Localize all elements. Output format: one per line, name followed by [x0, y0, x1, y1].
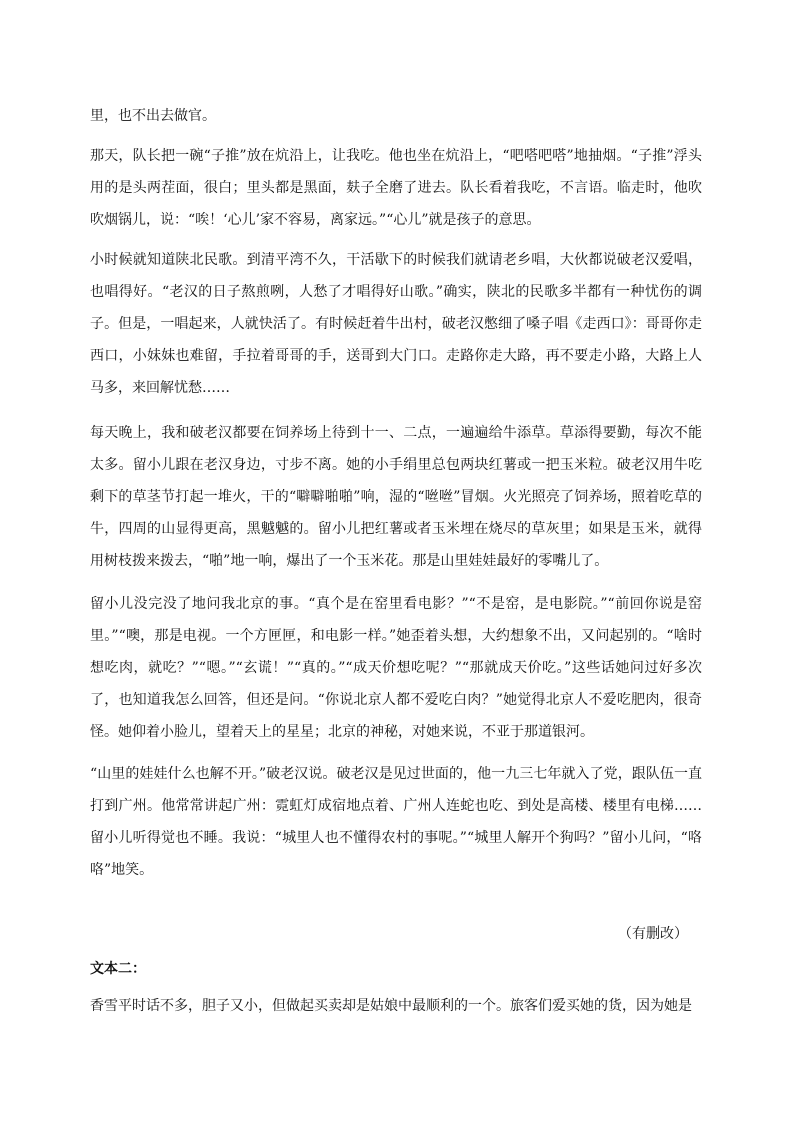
section-heading-text2: 文本二：: [90, 961, 146, 977]
paragraph-4: 每天晚上，我和破老汉都要在饲养场上待到十一、二点，一遍遍给牛添草。草添得要勤，每次不能太多。留小儿跟在老汉身边，寸步不离。她的小手绢里总包两块红薯或一把玉米粒。破老汉用牛吃剩下的草茎节打起一堆火，干的“噼噼啪啪”响，湿的“咝咝”冒烟。火光照亮了饲养场，照着吃草的牛，四周的山显得更高，黑魆魆的。留小儿把红薯或者玉米埋在烧尽的草灰里；如果是玉米，就得用树枝拨来拨去，“啪”地一响，爆出了一个玉米花。那是山里娃娃最好的零嘴儿了。: [90, 425, 702, 569]
paragraph-3: 小时候就知道陕北民歌。到清平湾不久，干活歇下的时候我们就请老乡唱，大伙都说破老汉爱唱，也唱得好。“老汉的日子熬煎咧，人愁了才唱得好山歌。”确实，陕北的民歌多半都有一种忧伤的调子。但是，一唱起来，人就快活了。有时候赶着牛出村，破老汉憋细了嗓子唱《走西口》：哥哥你走西口，小妹妹也难留，手拉着哥哥的手，送哥到大门口。走路你走大路，再不要走小路，大路上人马多，来回解忧愁……: [90, 252, 702, 396]
section2-paragraph: 香雪平时话不多，胆子又小，但做起买卖却是姑娘中最顺利的一个。旅客们爱买她的货，因为她是: [90, 998, 692, 1014]
revision-note: （有删改）: [618, 926, 688, 942]
paragraph-5: 留小儿没完没了地问我北京的事。“真个是在窑里看电影？”“不是窑，是电影院。”“前回你说是窑里。”“噢，那是电视。一个方匣匣，和电影一样。”她歪着头想，大约想象不出，又问起别的。“啥时想吃肉，就吃？”“嗯。”“玄谎！”“真的。”“成天价想吃呢？”“那就成天价吃。”这些话她问过好多次了，也知道我怎么回答，但还是问。“你说北京人都不爱吃白肉？”她觉得北京人不爱吃肥肉，很奇怪。她仰着小脸儿，望着天上的星星；北京的神秘，对她来说，不亚于那道银河。: [90, 596, 702, 740]
paragraph-2: 那天，队长把一碗“子推”放在炕沿上，让我吃。他也坐在炕沿上，“吧嗒吧嗒”地抽烟。“子推”浮头用的是头两茬面，很白；里头都是黑面，麸子全磨了进去。队长看着我吃，不言语。临走时，他吹吹烟锅儿，说：“唉！‘心儿’家不容易，离家远。”“心儿”就是孩子的意思。: [90, 148, 702, 228]
paragraph-1: 里，也不出去做官。: [90, 108, 216, 124]
paragraph-6: “山里的娃娃什么也解不开。”破老汉说。破老汉是见过世面的，他一九三七年就入了党，跟队伍一直打到广州。他常常讲起广州：霓虹灯成宿地点着、广州人连蛇也吃、到处是高楼、楼里有电梯……留小儿听得觉也不睡。我说：“城里人也不懂得农村的事呢。”“城里人解开个狗吗？”留小儿问，“咯咯”地笑。: [90, 766, 702, 878]
